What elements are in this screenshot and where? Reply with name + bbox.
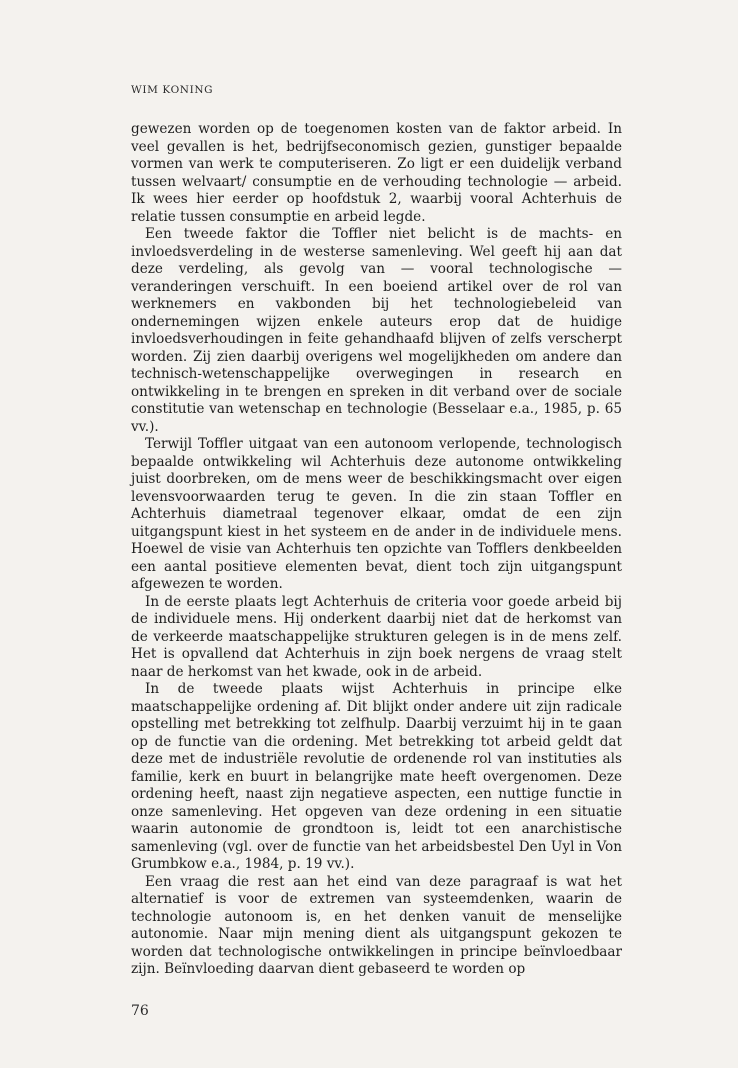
running-header-author: WIM KONING — [131, 84, 214, 96]
paragraph: Een vraag die rest aan het eind van deze paragraaf is wat het alternatief is voor de extremen van systeemdenken, waarin de technologie autonoom is, en het denken vanuit de menselijke autonomie. Naar mijn mening dient als uitgangspunt gekozen te worden dat technologische ontwikkelingen in principe beïnvloedbaar zijn. Beïnvloeding daarvan dient gebaseerd te worden op — [131, 873, 622, 977]
body-text — [131, 121, 622, 979]
paragraph: Een tweede faktor die Toffler niet belicht is de machts- en invloedsverdeling in de westerse samenleving. Wel geeft hij aan dat deze verdeling, als gevolg van — vooral technologische — veranderingen verschuift. In een boeiend artikel over de rol van werknemers en vakbonden bij het technologiebeleid van ondernemingen wijzen enkele auteurs erop dat de huidige invloedsverhoudingen in feite gehandhaafd blijven of zelfs verscherpt worden. Zij zien daarbij overigens wel mogelijkheden om andere dan technisch-wetenschappelijke overwegingen in research en ontwikkeling in te brengen en spreken in dit verband over de sociale constitutie van wetenschap en technologie (Besselaar e.a., 1985, p. 65 vv.). — [131, 226, 622, 435]
paragraph: In de tweede plaats wijst Achterhuis in principe elke maatschappelijke ordening af. Dit blijkt onder andere uit zijn radicale opstelling met betrekking tot zelfhulp. Daarbij verzuimt hij in te gaan op de functie van die ordening. Met betrekking tot arbeid geldt dat deze met de industriële revolutie de ordenende rol van instituties als familie, kerk en buurt in belangrijke mate heeft overgenomen. Deze ordening heeft, naast zijn negatieve aspecten, een nuttige functie in onze samenleving. Het opgeven van deze ordening in een situatie waarin autonomie de grondtoon is, leidt tot een anarchistische samenleving (vgl. over de functie van het arbeidsbestel Den Uyl in Von Grumbkow e.a., 1984, p. 19 vv.). — [131, 681, 622, 872]
paragraph: Terwijl Toffler uitgaat van een autonoom verlopende, technologisch bepaalde ontwikkeling wil Achterhuis deze autonome ontwikkeling juist doorbreken, om de mens weer de beschikkingsmacht over eigen levensvoorwaarden terug te geven. In die zin staan Toffler en Achterhuis diametraal tegenover elkaar, omdat de een zijn uitgangspunt kiest in het systeem en de ander in de individuele mens. Hoewel de visie van Achterhuis ten opzichte van Tofflers denkbeelden een aantal positieve elementen bevat, dient toch zijn uitgangspunt afgewezen te worden. — [131, 436, 622, 592]
paragraph: In de eerste plaats legt Achterhuis de criteria voor goede arbeid bij de individuele mens. Hij onderkent daarbij niet dat de herkomst van de verkeerde maatschappelijke strukturen gelegen is in de mens zelf. Het is opvallend dat Achterhuis in zijn boek nergens de vraag stelt naar de herkomst van het kwade, ook in de arbeid. — [131, 593, 622, 680]
paragraph: gewezen worden op de toegenomen kosten van de faktor arbeid. In veel gevallen is het, bedrijfseconomisch gezien, gunstiger bepaalde vormen van werk te computeriseren. Zo ligt er een duidelijk verband tussen welvaart/ consumptie en de verhouding technologie — arbeid. Ik wees hier eerder op hoofdstuk 2, waarbij vooral Achterhuis de relatie tussen consumptie en arbeid legde. — [131, 121, 622, 225]
page-number: 76 — [131, 1003, 149, 1019]
